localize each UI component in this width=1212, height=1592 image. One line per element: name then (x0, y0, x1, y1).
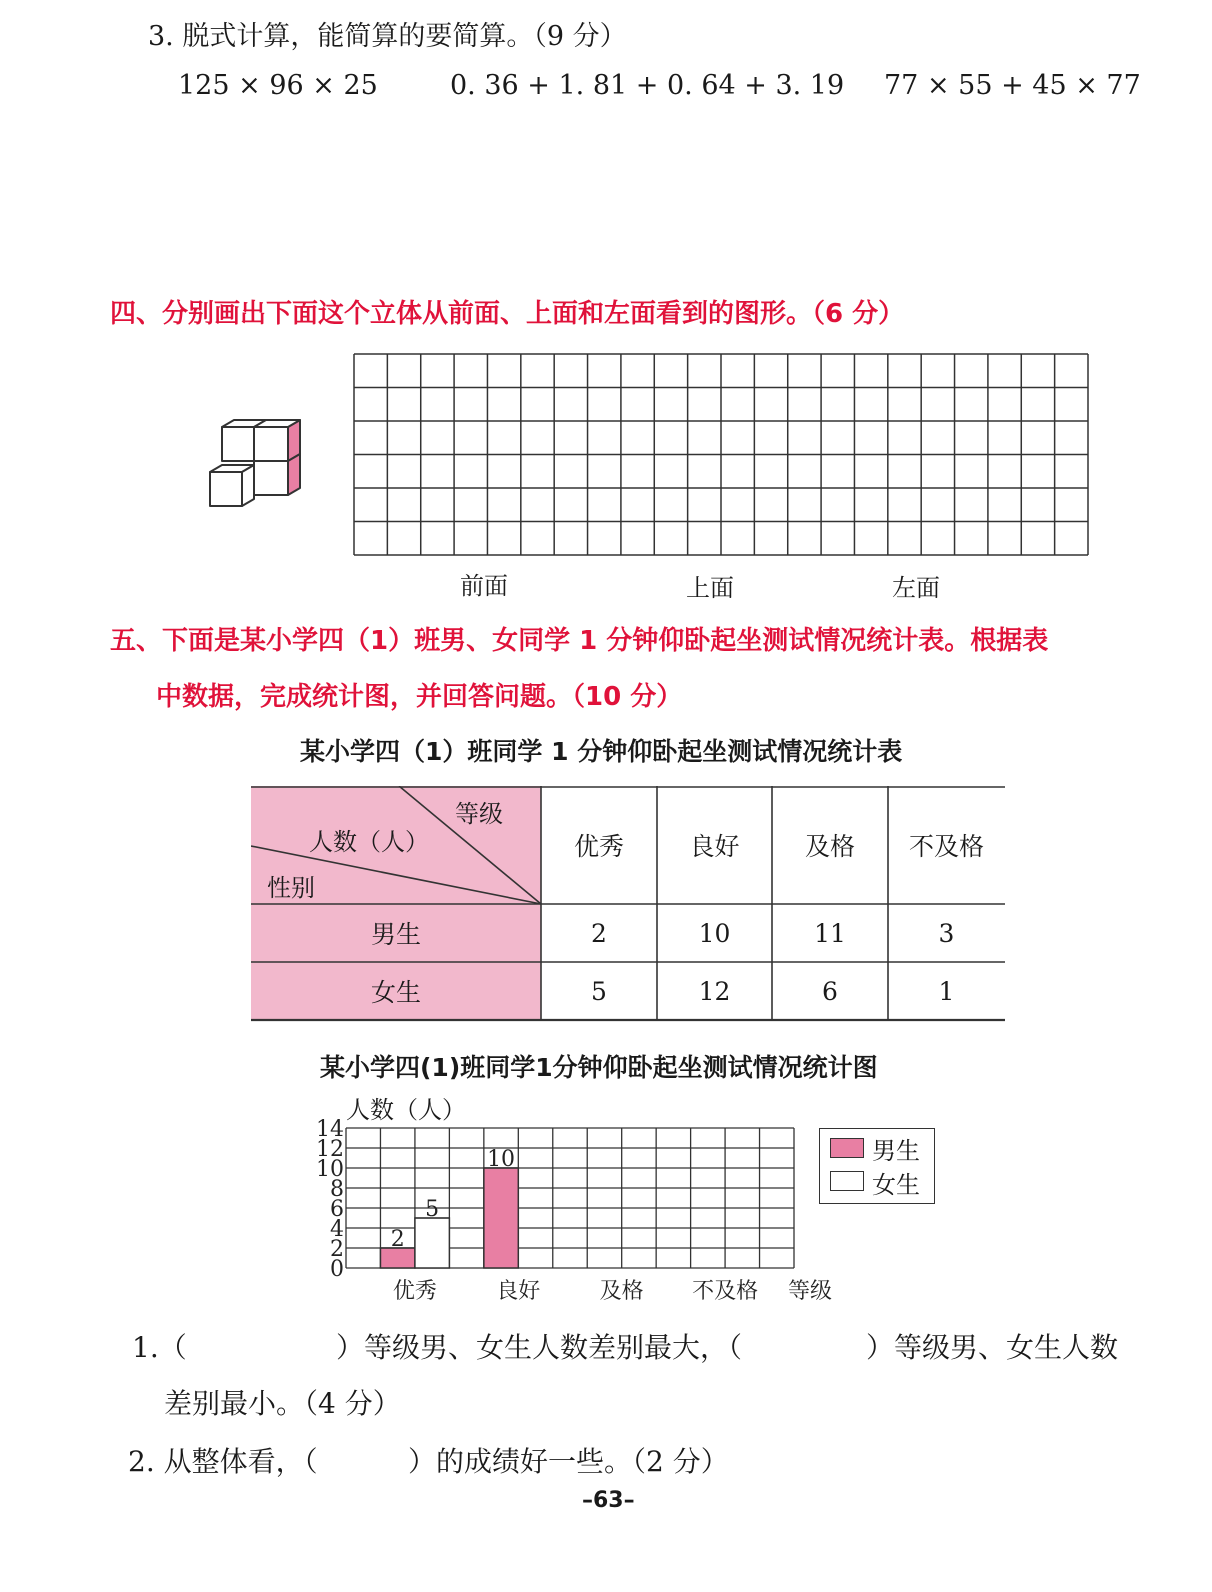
section5-title-line2: 中数据，完成统计图，并回答问题。（10 分） (156, 682, 683, 712)
bar-value-label: 2 (390, 1227, 405, 1252)
bar-value-label: 5 (425, 1197, 440, 1222)
table-cell: 5 (591, 976, 607, 1006)
q1-end: ）等级男、女生人数 (866, 1331, 1119, 1364)
expression-2: 0. 36 + 1. 81 + 0. 64 + 3. 19 (450, 70, 845, 101)
q1-middle: ）等级男、女生人数差别最大，（ (336, 1331, 743, 1364)
y-tick-label: 6 (330, 1197, 344, 1222)
label-left: 左面 (892, 574, 940, 602)
col-header-excellent: 优秀 (573, 832, 624, 861)
legend-label-girls: 女生 (872, 1171, 920, 1199)
section5-title-line1: 五、下面是某小学四（1）班男、女同学 1 分钟仰卧起坐测试情况统计表。根据表 (110, 626, 1049, 656)
label-top: 上面 (686, 574, 734, 602)
y-tick-label: 10 (316, 1157, 344, 1182)
q1-open: 1.（ (132, 1331, 187, 1364)
y-tick-label: 14 (316, 1117, 344, 1142)
q2-end: ）的成绩好一些。（2 分） (408, 1445, 729, 1478)
col-header-fail: 不及格 (908, 832, 984, 861)
bar-girls (415, 1218, 449, 1268)
row-label-boys: 男生 (370, 920, 421, 949)
table-title: 某小学四（1）班同学 1 分钟仰卧起坐测试情况统计表 (300, 737, 903, 766)
x-category-label: 优秀 (392, 1279, 437, 1304)
q1-blank-2[interactable] (730, 1328, 860, 1360)
q3-title: 3. 脱式计算，能简算的要简算。（9 分） (148, 21, 627, 52)
expression-1: 125 × 96 × 25 (178, 70, 378, 101)
table-cell: 6 (822, 976, 838, 1006)
q1-line2: 差别最小。（4 分） (164, 1387, 401, 1420)
x-category-label: 良好 (496, 1279, 541, 1304)
drawing-grid[interactable] (352, 352, 1092, 558)
x-axis-label: 等级 (787, 1279, 833, 1304)
col-header-good: 良好 (689, 832, 740, 861)
chart-legend (819, 1128, 935, 1204)
table-cell: 12 (698, 976, 731, 1006)
table-cell: 2 (591, 918, 607, 948)
expression-3: 77 × 55 + 45 × 77 (884, 70, 1141, 101)
y-tick-label: 2 (330, 1237, 344, 1262)
table-cell: 11 (814, 918, 846, 948)
table-cell: 10 (698, 918, 731, 948)
legend-label-boys: 男生 (872, 1137, 920, 1165)
header-level: 等级 (455, 800, 503, 828)
bar-chart (300, 1110, 860, 1310)
section4-title: 四、分别画出下面这个立体从前面、上面和左面看到的图形。（6 分） (110, 299, 905, 329)
y-tick-label: 12 (316, 1137, 344, 1162)
x-category-label: 不及格 (692, 1279, 759, 1304)
chart-title: 某小学四(1)班同学1分钟仰卧起坐测试情况统计图 (320, 1053, 878, 1082)
q1-blank-1[interactable] (190, 1328, 330, 1360)
header-gender: 性别 (267, 874, 315, 902)
bar-boys (484, 1168, 518, 1268)
stats-table (251, 786, 1005, 1022)
y-tick-label: 0 (330, 1257, 344, 1282)
legend-swatch-girls (830, 1171, 864, 1191)
y-tick-label: 4 (330, 1217, 344, 1242)
x-category-label: 及格 (599, 1279, 644, 1304)
page-number: –63– (582, 1488, 635, 1513)
legend-swatch-boys (830, 1138, 864, 1158)
chart-ylabel: 人数（人） (346, 1096, 466, 1124)
cube-figure (206, 416, 306, 512)
header-count: 人数（人） (309, 828, 429, 856)
label-front: 前面 (460, 572, 508, 600)
row-label-girls: 女生 (370, 978, 421, 1007)
y-tick-label: 8 (330, 1177, 344, 1202)
table-cell: 3 (938, 918, 955, 948)
q2-blank[interactable] (320, 1442, 410, 1474)
q2-open: 2. 从整体看，（ (128, 1445, 318, 1478)
table-cell: 1 (938, 976, 955, 1006)
col-header-pass: 及格 (804, 832, 855, 861)
bar-value-label: 10 (487, 1147, 516, 1172)
